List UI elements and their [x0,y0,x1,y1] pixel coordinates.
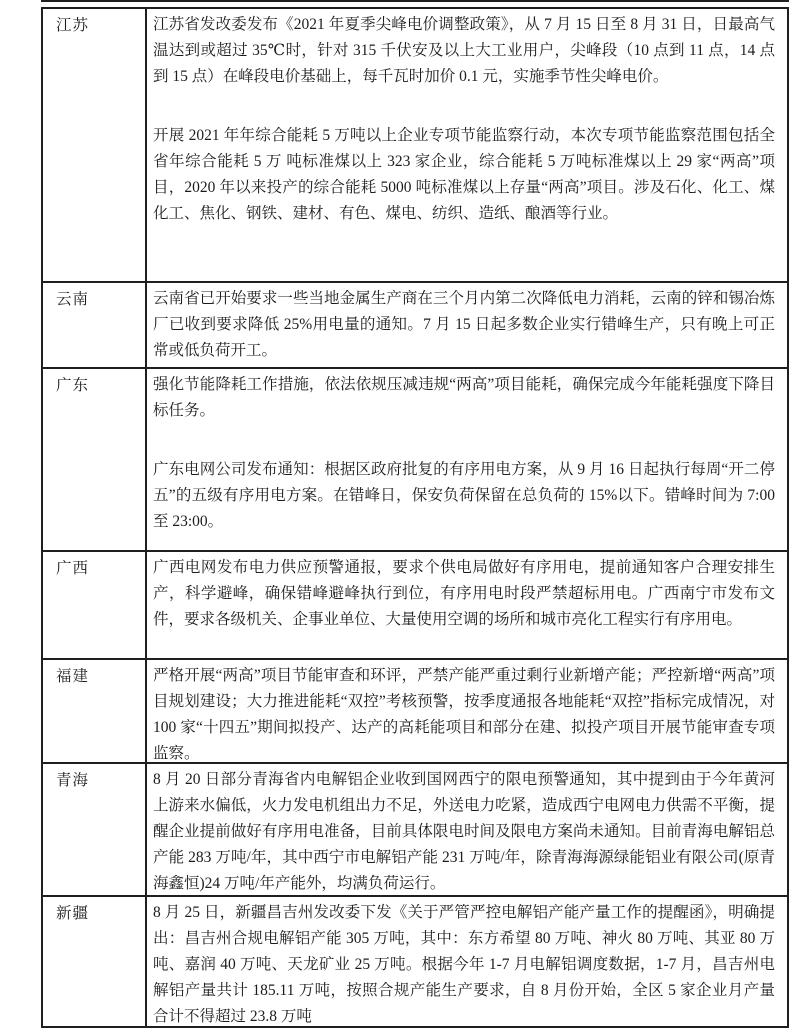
policy-paragraph: 8 月 20 日部分青海省内电解铝企业收到国网西宁的限电预警通知，其中提到由于今年黄河上游来水偏低，火力发电机组出力不足，外送电力吃紧，造成西宁电网电力供需不平衡，提醒企业提前做好有序用电准备，目前具体限电时间及限电方案尚未通知。目前青海电解铝总产能 283 万吨/年，其中西宁市电解铝产能 231 万吨/年，除青海海源绿能铝业有限公司(原青海鑫恒)24 万吨/年产能外，均满负荷运行。 [153,771,775,892]
policy-paragraph: 广西电网发布电力供应预警通报，要求个供电局做好有序用电，提前通知客户合理安排生产，科学避峰，确保错峰避峰执行到位，有序用电时段严禁超标用电。广西南宁市发布文件，要求各级机关、企事业单位、大量使用空调的场所和城市亮化工程实行有序用电。 [153,559,775,628]
province-label: 江苏 [56,17,90,34]
policy-detail-cell [147,764,787,895]
policy-paragraph: 强化节能降耗工作措施，依法依规压减违规“两高”项目能耗，确保完成今年能耗强度下降目标任务。 [153,376,775,419]
province-label: 新疆 [56,905,90,922]
policy-detail-cell [147,552,787,658]
province-label: 云南 [56,291,90,308]
policy-detail-cell [147,897,787,1026]
policy-paragraph: 严格开展“两高”项目节能审查和环评，严禁产能严重过剩行业新增产能；严控新增“两高”项目规划建设；大力推进能耗“双控”考核预警，按季度通报各地能耗“双控”指标完成情况，对 100 家“十四五”期间拟投产、达产的高耗能项目和部分在建、拟投产项目开展节能审查专项监察。 [153,667,775,762]
table-top-cutoff-border [41,0,789,2]
table-row [43,895,787,1026]
province-label: 福建 [56,668,90,685]
policy-paragraph: 广东电网公司发布通知：根据区政府批复的有序用电方案，从 9 月 16 日起执行每周“开二停五”的五级有序用电方案。在错峰日，保安负荷保留在总负荷的 15%以下。错峰时间为 7:00 至 23:00。 [153,461,775,530]
policy-detail-cell [147,369,787,550]
province-cell [43,764,147,895]
table-row [43,762,787,895]
province-cell [43,9,147,281]
policy-paragraph: 江苏省发改委发布《2021 年夏季尖峰电价调整政策》，从 7 月 15 日至 8 月 31 日，日最高气温达到或超过 35℃时，针对 315 千伏安及以上大工业用户，尖峰段（10 点到 11 点，14 点到 15 点）在峰段电价基础上，每千瓦时加价 0.1 元，实施季节性尖峰电价。 [153,16,775,85]
province-label: 青海 [56,772,90,789]
policy-paragraph: 8 月 25 日，新疆昌吉州发改委下发《关于严管严控电解铝产能产量工作的提醒函》，明确提出：昌吉州合规电解铝产能 305 万吨，其中：东方希望 80 万吨、神火 80 万吨、其亚 80 万吨、嘉润 40 万吨、天龙矿业 25 万吨。根据今年 1-7 月电解铝调度数据，1-7 月，昌吉州电解铝产量共计 185.11 万吨，按照合规产能生产要求，自 8 月份开始，全区 5 家企业月产量合计不得超过 23.8 万吨 [153,904,775,1025]
province-cell [43,660,147,762]
province-cell [43,283,147,367]
table-row [43,658,787,762]
policy-paragraph: 开展 2021 年年综合能耗 5 万吨以上企业专项节能监察行动，本次专项节能监察范围包括全省年综合能耗 5 万 吨标准煤以上 323 家企业，综合能耗 5 万吨标准煤以上 29 家“两高”项目，2020 年以来投产的综合能耗 5000 吨标准煤以上存量“两高”项目。涉及石化、化工、煤化工、焦化、钢铁、建材、有色、煤电、纺织、造纸、酿酒等行业。 [153,127,775,222]
table-row [43,9,787,281]
table-row [43,550,787,658]
province-cell [43,369,147,550]
policy-detail-cell [147,660,787,762]
policy-paragraph: 云南省已开始要求一些当地金属生产商在三个月内第二次降低电力消耗，云南的锌和锡冶炼厂已收到要求降低 25%用电量的通知。7 月 15 日起多数企业实行错峰生产，只有晚上可正常或低负荷开工。 [153,290,775,359]
province-cell [43,897,147,1026]
province-label: 广西 [56,560,90,577]
policy-detail-cell [147,9,787,281]
province-label: 广东 [56,377,90,394]
policy-detail-cell [147,283,787,367]
province-policy-table [41,7,789,1028]
table-row [43,281,787,367]
province-cell [43,552,147,658]
table-row [43,367,787,550]
